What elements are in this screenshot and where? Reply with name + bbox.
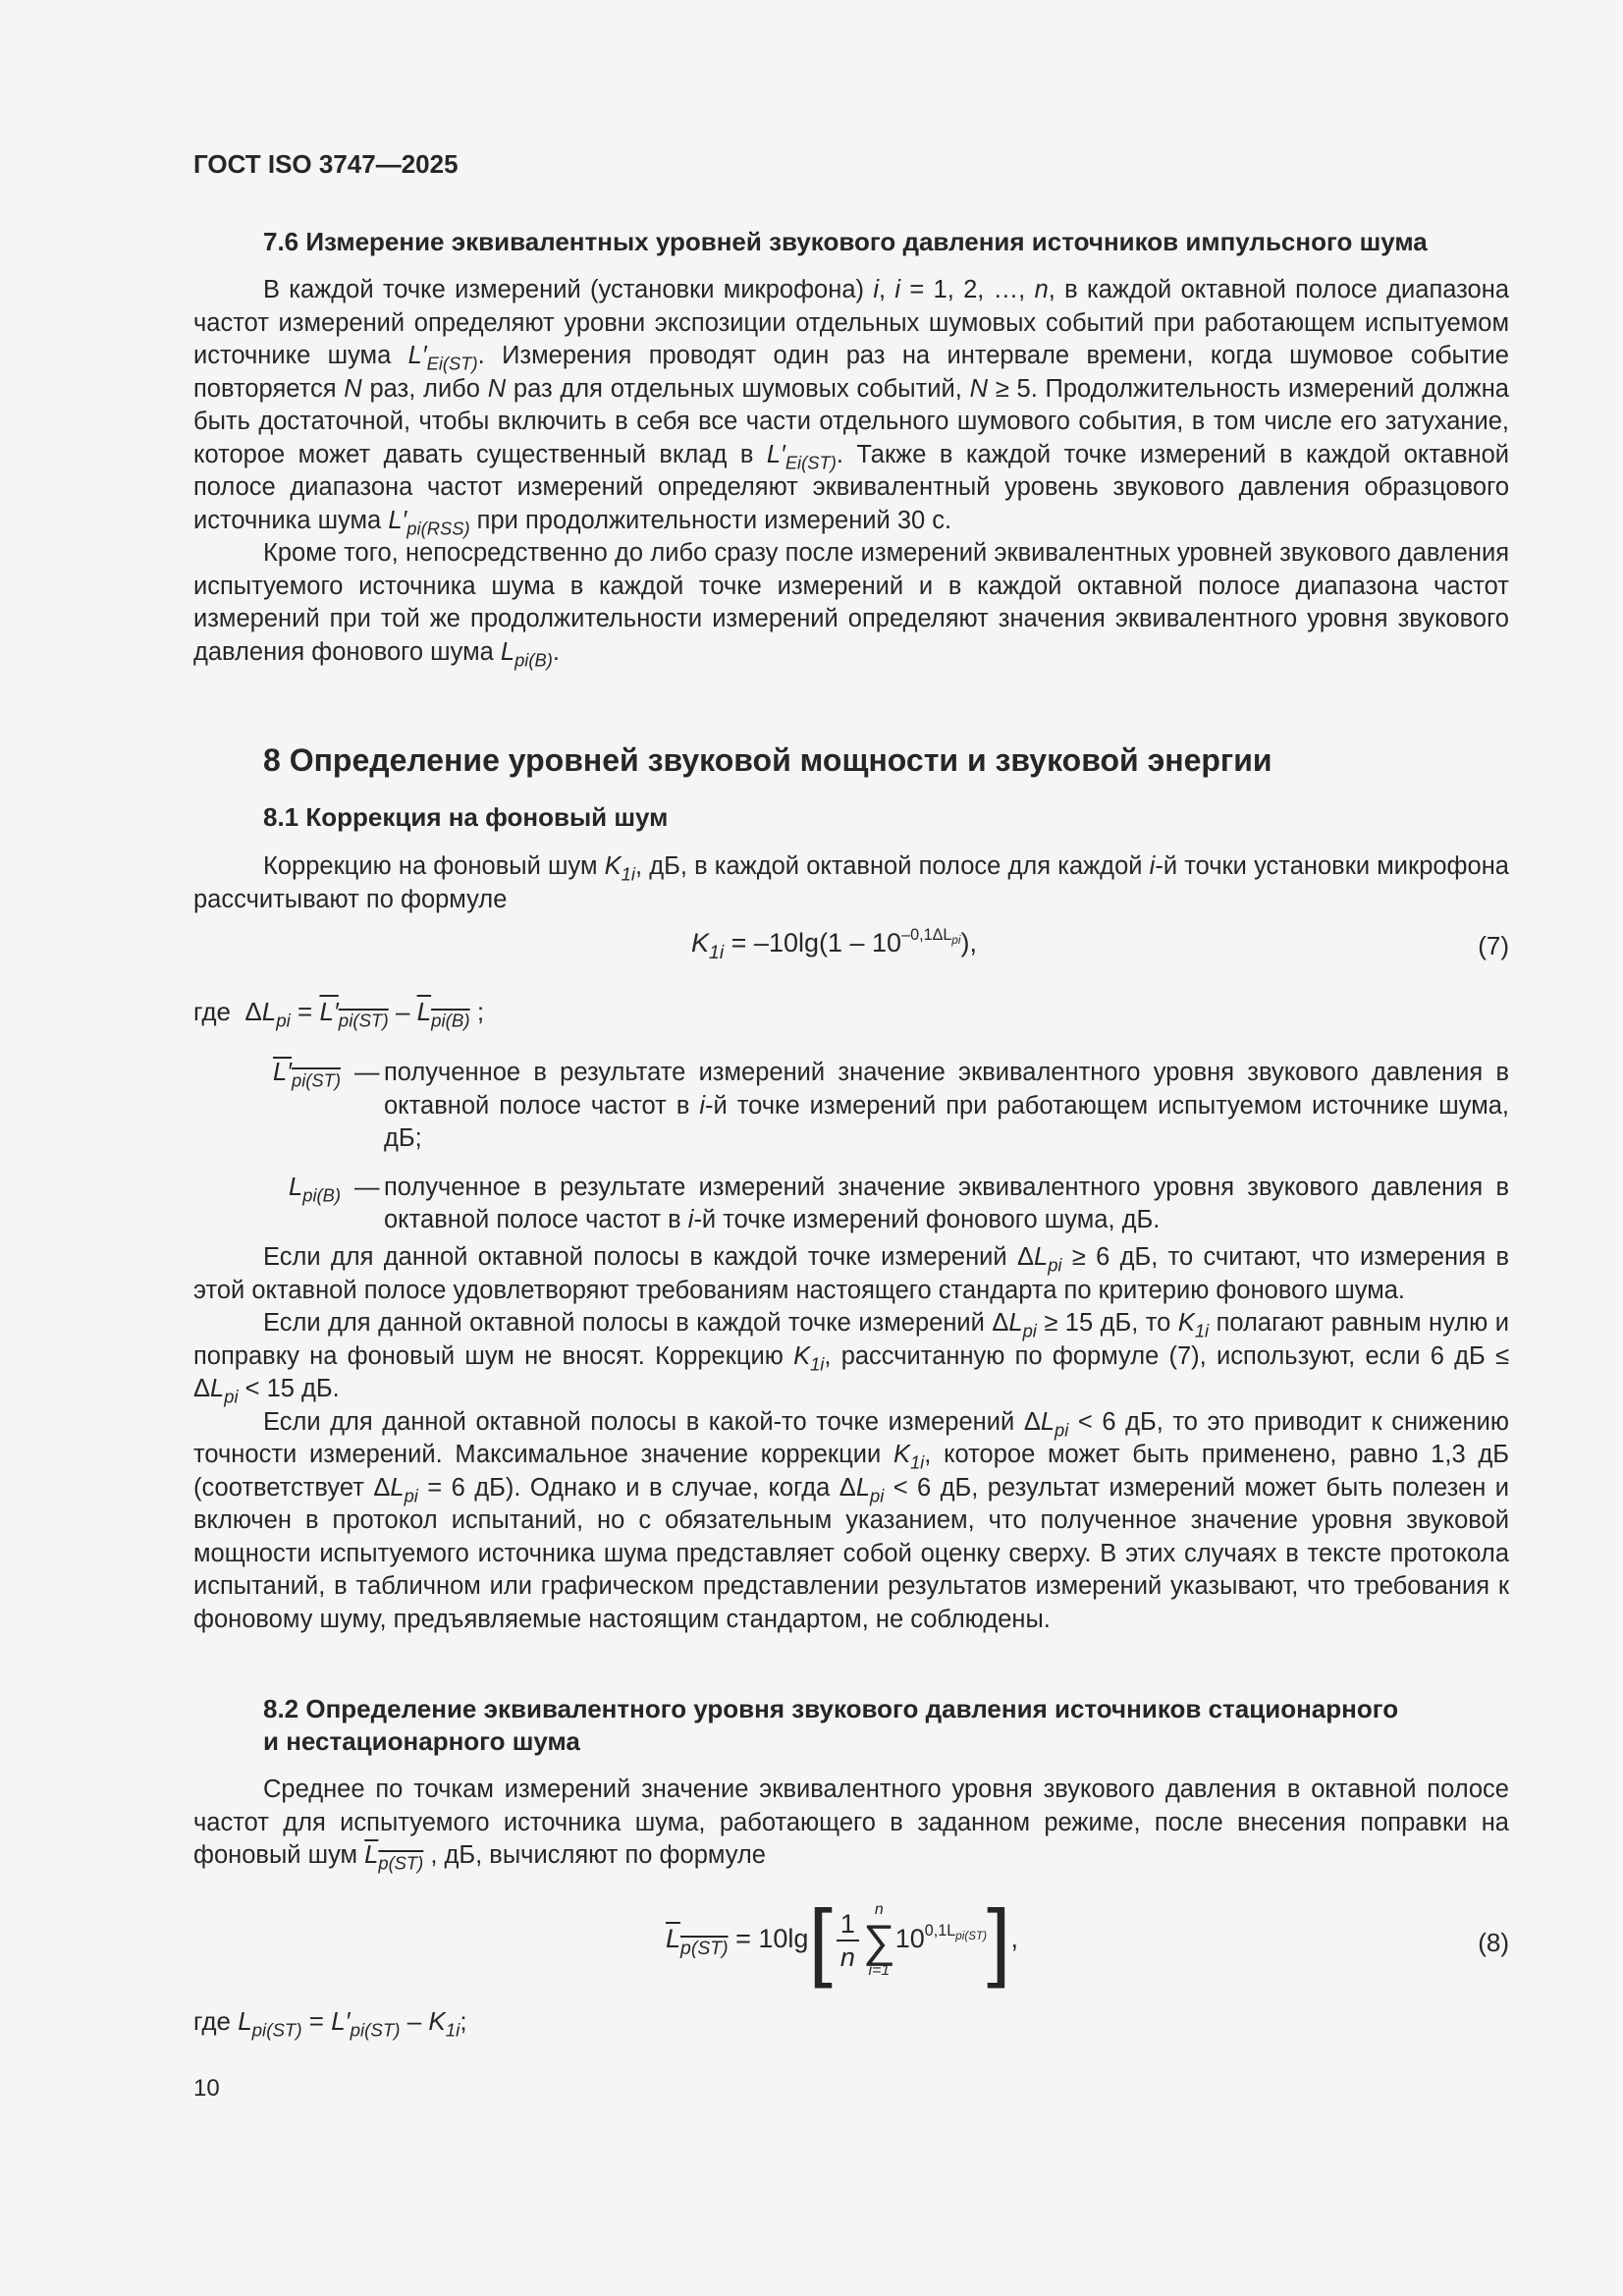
formula-8-number: (8) <box>1478 1928 1509 1957</box>
paragraph: В каждой точке измерений (установки микрофона) i, i = 1, 2, …, n, в каждой октавной полосе диапазона частот измерений определяют уровни экспозиции отдельных шумовых событий при работающем испытуемом источнике шума $L'_{Ei(ST)}$. Измерения проводят один раз на интервале времени, когда шумовое событие повторяется N раз, либо N раз для отдельных шумовых событий, N ≥ 5. Продолжительность измерений должна быть достаточной, чтобы включить в себя все части отдельного шумового события, в том числе его затухание, которое может давать существенный вклад в $L'_{Ei(ST)}$. Также в каждой точке измерений в каждой октавной полосе диапазона частот измерений определяют эквивалентный уровень звукового давления образцового источника шума $L'_{pi(RSS)}$ при продолжительности измерений 30 с. <box>193 276 1510 538</box>
paragraph: Если для данной октавной полосы в каждой точке измерений $\Delta L_{pi} \ge 15$ дБ, то $K_{1i}$ полагают равным нулю и поправку на фоновый шум не вносят. Коррекцию $K_{1i}$, рассчитанную по формуле (7), используют, если 6 дБ ≤ $\Delta L_{pi} < 15$ дБ. <box>193 1309 1509 1407</box>
page-number: 10 <box>193 2075 220 2102</box>
paragraph: Если для данной октавной полосы в каждой точке измерений $\Delta L_{pi} \ge 6$ дБ, то считают, что измерения в этой октавной полосе удовлетворяют требованиям настоящего стандарта по критерию фонового шума. <box>193 1243 1509 1304</box>
where-line-7: где $\Delta L_{pi} = L'_{pi(ST)} - L_{pi(B)}$ ; <box>193 997 485 1031</box>
section-8-1-intro <box>193 850 1509 916</box>
definition-item: $L_{pi(B)}$ — полученное в результате измерений значение эквивалентного уровня звукового давления в октавной полосе частот в i-й точке измерений фонового шума, дБ. <box>289 1173 1509 1233</box>
paragraph: Кроме того, непосредственно до либо сразу после измерений эквивалентных уровней звукового давления испытуемого источника шума в каждой точке измерений и в каждой октавной полосе диапазона частот измерений при той же продолжительности измерений определяют значения эквивалентного уровня звукового давления фонового шума $L_{pi(B)}$. <box>193 539 1509 670</box>
where-line-8: где $L_{pi(ST)} = L'_{pi(ST)} - K_{1i}$; <box>193 2006 467 2041</box>
formula-7-number: (7) <box>1478 931 1509 960</box>
paragraph: Коррекцию на фоновый шум $K_{1i}$, дБ, в каждой октавной полосе для каждой i-й точки установки микрофона рассчитывают по формуле <box>193 852 1509 913</box>
definition-item: $L'_{pi(ST)}$ — полученное в результате измерений значение эквивалентного уровня звукового давления в октавной полосе частот в i-й точке измерений при работающем испытуемом источнике шума, дБ; <box>273 1059 1509 1152</box>
paragraph: Если для данной октавной полосы в какой-то точке измерений $\Delta L_{pi} < 6$ дБ, то это приводит к снижению точности измерений. Максимальное значение коррекции $K_{1i}$, которое может быть применено, равно 1,3 дБ (соответствует $\Delta L_{pi} = 6$ дБ). Однако и в случае, когда $\Delta L_{pi} < 6$ дБ, результат измерений может быть полезен и включен в протокол испытаний, но с обязательным указанием, что полученное значение уровня звуковой мощности испытуемого источника шума представляет собой оценку сверху. В этих случаях в тексте протокола испытаний, в табличном или графическом представлении результатов измерений указывают, что требования к фоновому шуму, предъявляемые настоящим стандартом, не соблюдены. <box>193 1407 1509 1633</box>
section-8-2-body <box>193 1774 1509 1873</box>
section-8-2-heading: 8.2 Определение эквивалентного уровня звукового давления источников стационарного и нестационарного шума <box>263 1694 1399 1756</box>
section-7-6-body <box>193 274 1509 669</box>
paragraph: Среднее по точкам измерений значение эквивалентного уровня звукового давления в октавной полосе частот для испытуемого источника шума, работающего в заданном режиме, после внесения поправки на фоновый шум $L_{p(ST)}$ , дБ, вычисляют по формуле <box>193 1776 1509 1874</box>
document-header: ГОСТ ISO 3747—2025 <box>193 149 459 179</box>
section-8-1-body <box>193 1241 1509 1636</box>
formula-8: $L_{p(ST)} = 10\lg$[ $\frac{1}{n}$ n ∑ i=1 $10^{0,1L_{pi(ST)}}$], <box>666 1891 1018 1989</box>
formula-7: $K_{1i} = -10\lg(1 - 10^{-0,1\Delta L_{pi}})$, <box>691 925 977 963</box>
section-7-6-heading: 7.6 Измерение эквивалентных уровней звукового давления источников импульсного шума <box>263 227 1428 256</box>
section-8-1-heading: 8.1 Коррекция на фоновый шум <box>263 802 669 832</box>
section-8-heading: 8 Определение уровней звуковой мощности и звуковой энергии <box>263 742 1272 778</box>
definitions-list <box>193 1057 1509 1253</box>
